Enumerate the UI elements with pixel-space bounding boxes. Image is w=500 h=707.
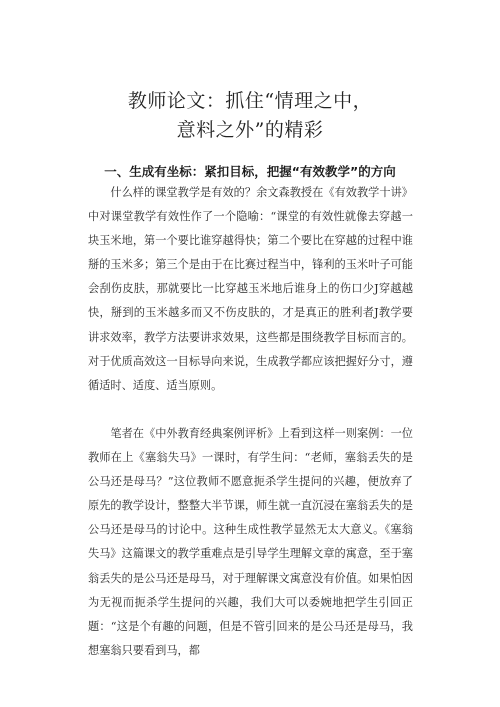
section-heading: 一、生成有坐标：紧扣目标，把握“有效教学”的方向 bbox=[104, 164, 396, 179]
paragraph-1: 什么样的课堂教学是有效的？余文森教授在《有效教学十讲》中对课堂教学有效性作了一个隐喻：“课堂的有效性就像去穿越一块玉米地，第一个要比谁穿越得快；第二个要比在穿越的过程中谁掰的玉米多；第三个是由于在比赛过程当中，锋利的玉米叶子可能会刮伤皮肤，那就要比一比穿越玉米地后谁身上的伤口少J穿越越快，掰到的玉米越多而又不伤皮肤的，才是真正的胜利者J教学要讲求效率，教学方法要讲求效果，这些都是围绕教学目标而言的。对于优质高效这一目标导向来说，生成教学都应该把握好分寸，遵循适时、适度、适当原则。 bbox=[88, 186, 413, 392]
document-title-line-2: 意料之外”的精彩 bbox=[176, 119, 324, 141]
paragraph-2: 笔者在《中外教育经典案例评析》上看到这样一则案例：一位教师在上《塞翁失马》一课时，有学生问：“老师，塞翁丢失的是公马还是母马？”这位教师不愿意扼杀学生提问的兴趣，便放弃了原先的教学设计，整整大半节课，师生就一直沉浸在塞翁丢失的是公马还是母马的讨论中。这种生成性教学显然无太大意义。《塞翁失马》这篇课文的教学重难点是引导学生理解文章的寓意，至于塞翁丢失的是公马还是母马，对于理解课文寓意没有价值。如果怕因为无视而扼杀学生提问的兴趣，我们大可以委婉地把学生引回正题：“这是个有趣的问题，但是不管引回来的是公马还是母马，我想塞翁只要看到马，都 bbox=[88, 427, 413, 657]
document-title-line-1: 教师论文：抓住“情理之中， bbox=[127, 90, 373, 112]
